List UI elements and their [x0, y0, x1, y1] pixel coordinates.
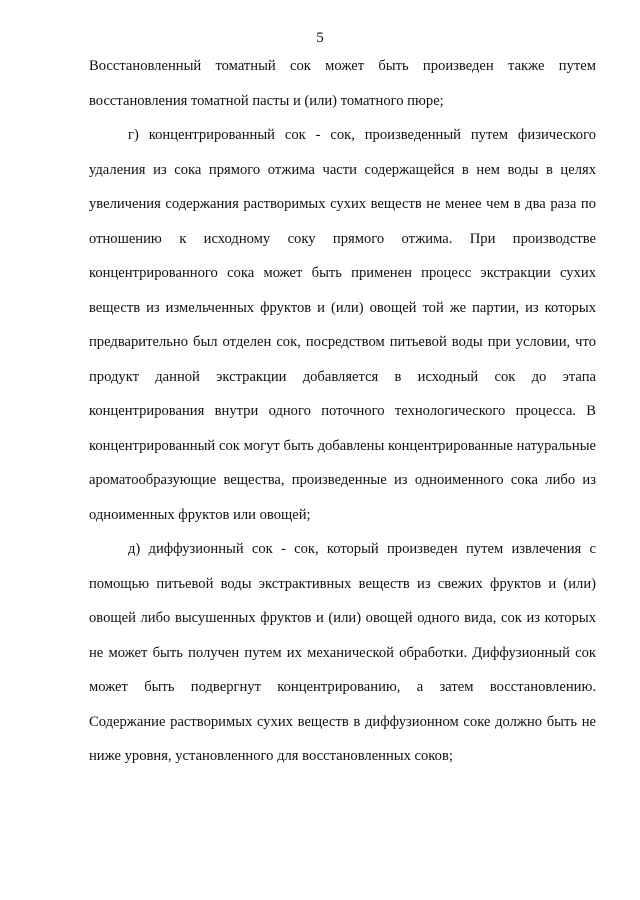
paragraph-reconstituted-tomato-juice: Восстановленный томатный сок может быть произведен также путем восстановления томатной пасты и (или) томатного пюре;	[89, 58, 596, 109]
paragraph-concentrated-juice: г) концентрированный сок - сок, произведенный путем физического удаления из сока прямого отжима части содержащейся в нем воды в целях увеличения содержания растворимых сухих веществ не менее чем в два раза по отношению к исходному соку прямого отжима. При производстве концентрированного сока может быть применен процесс экстракции сухих веществ из измельченных фруктов и (или) овощей той же партии, из которых предварительно был отделен сок, посредством питьевой воды при условии, что продукт данной экстракции добавляется в исходный сок до этапа концентрирования внутри одного поточного технологического процесса. В концентрированный сок могут быть добавлены концентрированные натуральные ароматообразующие вещества, произведенные из одноименного сока либо из одноименных фруктов или овощей;	[89, 127, 596, 523]
page-number: 5	[316, 30, 324, 46]
paragraph-diffusion-juice: д) диффузионный сок - сок, который произведен путем извлечения с помощью питьевой воды экстрактивных веществ из свежих фруктов и (или) овощей либо высушенных фруктов и (или) овощей одного вида, сок из которых не может быть получен путем их механической обработки. Диффузионный сок может быть подвергнут концентрированию, а затем восстановлению. Содержание растворимых сухих веществ в диффузионном соке должно быть не ниже уровня, установленного для восстановленных соков;	[89, 541, 596, 764]
document-body	[89, 49, 596, 774]
